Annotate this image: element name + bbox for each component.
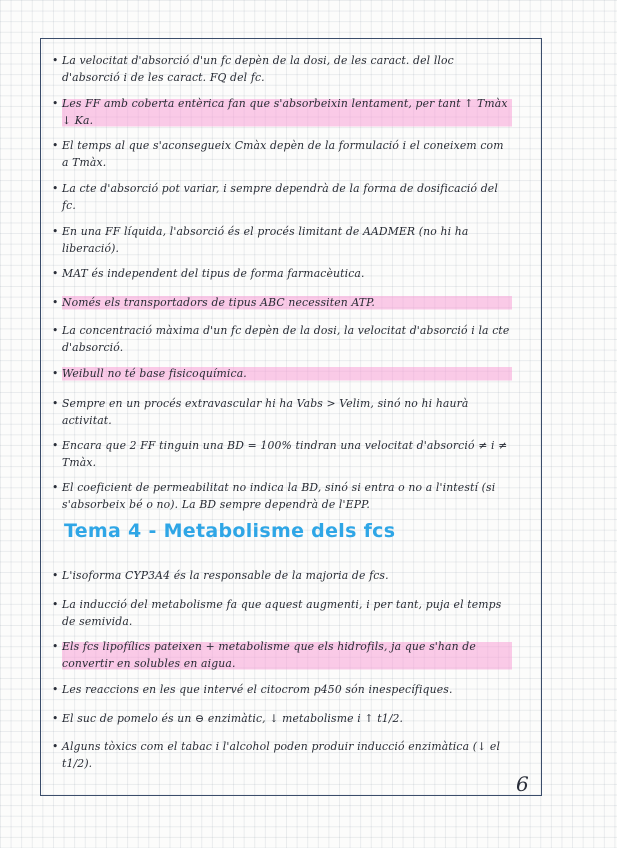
note-text: El coeficient de permeabilitat no indica la BD, sinó si entra o no a l'intestí (si s'absorbeix bé o no). La BD sempre dependrà de l'EPP. — [62, 481, 496, 511]
note-text: Les FF amb coberta entèrica fan que s'absorbeixin lentament, per tant ↑ Tmàx ↓ Ka. — [62, 95, 512, 129]
bullet: • — [52, 182, 59, 195]
page-number: 6 — [516, 772, 529, 796]
note-item — [52, 52, 512, 86]
bullet: • — [52, 598, 59, 611]
bullet: • — [52, 139, 59, 152]
note-item — [52, 710, 512, 727]
note-item — [52, 567, 512, 584]
bullet: • — [52, 296, 59, 309]
note-text: Weibull no té base fisicoquímica. — [62, 365, 512, 382]
note-text: Sempre en un procés extravascular hi ha Vabs > Velim, sinó no hi haurà activitat. — [62, 397, 469, 427]
note-text: Els fcs lipofílics pateixen + metabolisme que els hidrofils, ja que s'han de convertir en solubles en aigua. — [62, 638, 512, 672]
note-text: La cte d'absorció pot variar, i sempre dependrà de la forma de dosificació del fc. — [62, 182, 498, 212]
note-item — [52, 638, 512, 672]
note-text: El suc de pomelo és un ⊖ enzimàtic, ↓ metabolisme i ↑ t1/2. — [62, 712, 404, 725]
bullet: • — [52, 267, 59, 280]
note-item — [52, 479, 512, 513]
note-text: Només els transportadors de tipus ABC necessiten ATP. — [62, 294, 512, 311]
bullet: • — [52, 740, 59, 753]
note-item — [52, 437, 512, 471]
note-item — [52, 294, 512, 311]
note-item — [52, 365, 512, 382]
bullet: • — [52, 439, 59, 452]
note-text: Encara que 2 FF tinguin una BD = 100% tindran una velocitat d'absorció ≠ i ≠ Tmàx. — [62, 439, 508, 469]
note-item — [52, 681, 512, 698]
bullet: • — [52, 367, 59, 380]
bullet: • — [52, 712, 59, 725]
note-item — [52, 223, 512, 257]
note-text: El temps al que s'aconsegueix Cmàx depèn de la formulació i el coneixem com a Tmàx. — [62, 139, 504, 169]
note-text: MAT és independent del tipus de forma farmacèutica. — [62, 267, 365, 280]
note-item — [52, 265, 512, 282]
note-text: La concentració màxima d'un fc depèn de la dosi, la velocitat d'absorció i la cte d'absorció. — [62, 324, 510, 354]
bullet: • — [52, 225, 59, 238]
note-text: Les reaccions en les que intervé el citocrom p450 són inespecífiques. — [62, 683, 453, 696]
bullet: • — [52, 54, 59, 67]
bullet: • — [52, 97, 59, 110]
bullet: • — [52, 481, 59, 494]
bullet: • — [52, 683, 59, 696]
note-item — [52, 395, 512, 429]
note-item — [52, 137, 512, 171]
note-text: L'isoforma CYP3A4 és la responsable de la majoria de fcs. — [62, 569, 389, 582]
note-item — [52, 322, 512, 356]
bullet: • — [52, 324, 59, 337]
bullet: • — [52, 569, 59, 582]
bullet: • — [52, 397, 59, 410]
note-text: La inducció del metabolisme fa que aquest augmenti, i per tant, puja el temps de semivida. — [62, 598, 502, 628]
note-text: La velocitat d'absorció d'un fc depèn de la dosi, de les caract. del lloc d'absorció i de les caract. FQ del fc. — [62, 54, 454, 84]
note-text: En una FF líquida, l'absorció és el procés limitant de AADMER (no hi ha liberació). — [62, 225, 469, 255]
note-item — [52, 95, 512, 129]
note-text: Alguns tòxics com el tabac i l'alcohol poden produir inducció enzimàtica (↓ el t1/2). — [62, 740, 501, 770]
note-item — [52, 596, 512, 630]
note-item — [52, 738, 512, 772]
note-item — [52, 180, 512, 214]
section-heading: Tema 4 - Metabolisme dels fcs — [64, 520, 396, 542]
bullet: • — [52, 640, 59, 653]
